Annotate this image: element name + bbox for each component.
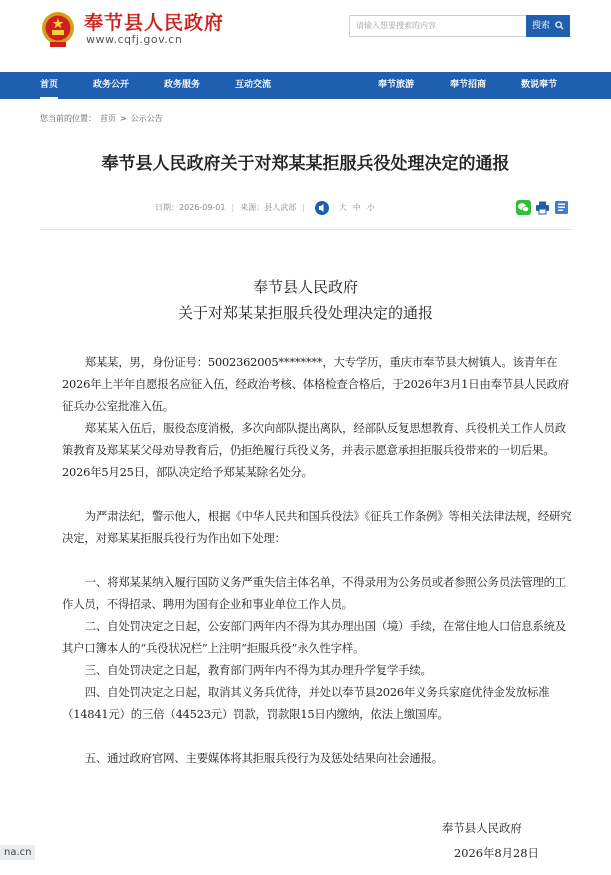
- wechat-share-icon[interactable]: [516, 200, 531, 219]
- bookmark-icon[interactable]: [554, 200, 569, 219]
- breadcrumb: [40, 113, 167, 124]
- body-paragraph: 三、自处罚决定之日起，教育部门两年内不得为其办理升学复学手续。: [84, 663, 432, 677]
- article-source: 来源：县人武部: [240, 203, 297, 212]
- breadcrumb-item-home[interactable]: 首页: [100, 114, 116, 123]
- breadcrumb-prefix: 您当前的位置：: [40, 114, 96, 123]
- article-meta: [155, 200, 375, 216]
- site-name[interactable]: 奉节县人民政府: [84, 12, 225, 34]
- nav-item-interaction[interactable]: 互动交流: [235, 80, 272, 90]
- nav-item-investment[interactable]: 奉节招商: [450, 80, 487, 90]
- meta-divider: |: [231, 203, 235, 212]
- search-icon: [555, 21, 564, 30]
- search-button[interactable]: [526, 15, 570, 37]
- body-paragraph: 四、自处罚决定之日起，取消其义务兵优待，并处以奉节县2026年义务兵家庭优待金发放标准（14841元）的三倍（44523元）罚款，罚款限15日内缴纳，依法上缴国库。: [62, 685, 550, 721]
- nav-item-data[interactable]: 数说奉节: [521, 80, 558, 90]
- audio-icon[interactable]: [315, 201, 329, 215]
- body-paragraph: 郑某某入伍后，服役态度消极，多次向部队提出离队，经部队反复思想教育、兵役机关工作人员政策教育及郑某某父母劝导教育后，仍拒绝履行兵役义务，并表示愿意承担拒服兵役带来的一切后果。2026年5月25日，部队决定给予郑某某除名处分。: [62, 421, 566, 479]
- watermark: na.cn: [0, 845, 35, 860]
- nav-item-gov-affairs[interactable]: 政务公开: [93, 80, 130, 90]
- signature-org: 奉节县人民政府: [442, 821, 522, 835]
- body-paragraph: 一、将郑某某纳入履行国防义务严重失信主体名单，不得录用为公务员或者参照公务员法管理的工作人员，不得招录、聘用为国有企业和事业单位工作人员。: [62, 575, 566, 611]
- body-paragraph: 二、自处罚决定之日起，公安部门两年内不得为其办理出国（境）手续，在常住地人口信息系统及其户口簿本人的“兵役状况栏”上注明“拒服兵役”永久性字样。: [62, 619, 566, 655]
- site-domain: www.cqfj.gov.cn: [86, 33, 183, 46]
- font-size-large[interactable]: 大: [338, 203, 347, 212]
- page-title: 奉节县人民政府关于对郑某某拒服兵役处理决定的通报: [101, 154, 510, 174]
- national-emblem-logo[interactable]: [40, 9, 76, 49]
- print-icon[interactable]: [535, 200, 550, 219]
- content-divider: [40, 229, 572, 230]
- publish-date: 日期：2026-09-01: [155, 203, 226, 212]
- search-input[interactable]: 请输入想要搜索的内容: [349, 15, 527, 37]
- nav-item-home[interactable]: 首页: [40, 72, 58, 99]
- font-size-small[interactable]: 小: [366, 203, 375, 212]
- font-size-medium[interactable]: 中: [352, 203, 361, 212]
- meta-divider: |: [302, 203, 305, 212]
- breadcrumb-item-notices[interactable]: 公示公告: [130, 114, 163, 123]
- site-header: [0, 0, 611, 72]
- nav-item-gov-services[interactable]: 政务服务: [164, 80, 201, 90]
- breadcrumb-separator: >: [120, 114, 127, 123]
- nav-item-tourism[interactable]: 奉节旅游: [378, 80, 415, 90]
- document-title-line1: 奉节县人民政府: [252, 278, 358, 296]
- body-paragraph: 为严肃法纪，警示他人，根据《中华人民共和国兵役法》《征兵工作条例》等相关法律法规，经研究决定，对郑某某拒服兵役行为作出如下处理：: [62, 509, 572, 545]
- main-nav: [0, 72, 611, 99]
- body-paragraph: 郑某某，男，身份证号：5002362005********，大专学历，重庆市奉节县大树镇人。该青年在2026年上半年自愿报名应征入伍，经政治考核、体格检查合格后，于2026年3月1日由奉节县人民政府征兵办公室批准入伍。: [62, 355, 569, 413]
- search-button-label: 搜索: [532, 21, 551, 31]
- body-paragraph: 五、通过政府官网、主要媒体将其拒服兵役行为及惩处结果向社会通报。: [84, 751, 443, 765]
- signature-date: 2026年8月28日: [454, 846, 539, 860]
- document-title-line2: 关于对郑某某拒服兵役处理决定的通报: [177, 304, 433, 322]
